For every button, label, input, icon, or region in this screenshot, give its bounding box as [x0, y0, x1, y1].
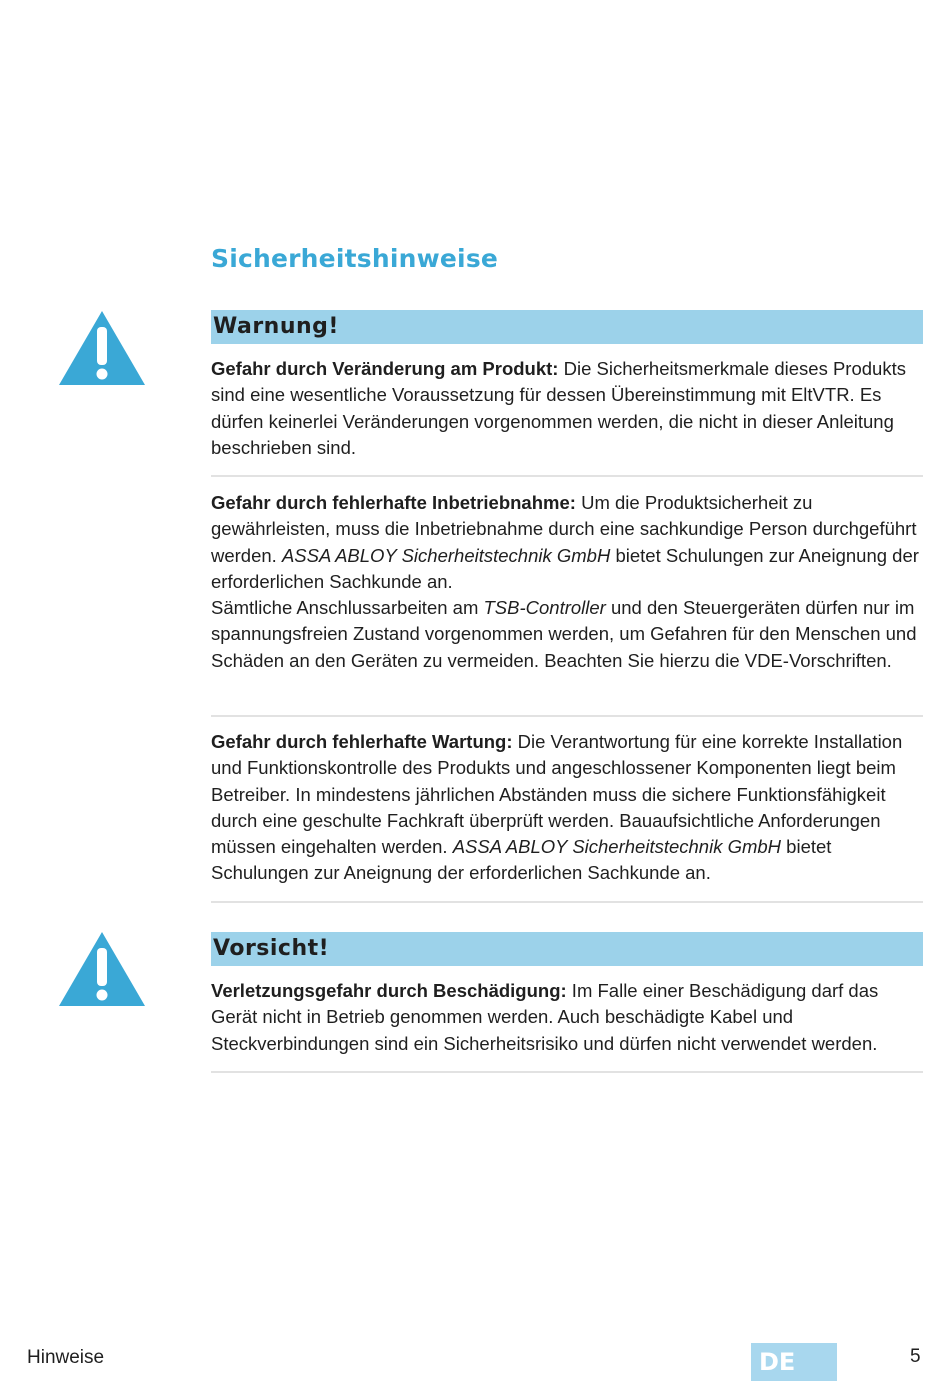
paragraph-text: bietet Schulungen zur Aneignung der erforderlichen Sachkunde an.: [211, 544, 919, 592]
language-badge: DE: [751, 1343, 837, 1381]
paragraph-text: Die Verantwortung für eine korrekte Installation und Funktionskontrolle des Produkts und angeschlossener Komponenten liegt beim Betreiber. In mindestens jährlichen Abständen muss die sichere Funktionsfähigkeit durch eine geschulte Fachkraft überprüft werden. Bauaufsichtliche Anforderungen müssen eingehalten werden.: [211, 731, 903, 858]
product-name: TSB-Controller: [483, 597, 606, 619]
divider: [211, 715, 923, 717]
divider: [211, 901, 923, 903]
paragraph-lead: Gefahr durch Veränderung am Produkt:: [211, 358, 559, 379]
company-name: ASSA ABLOY Sicherheitstechnik GmbH: [281, 544, 611, 566]
caution-header: Vorsicht!: [211, 932, 923, 966]
paragraph-text: Die Sicherheitsmerkmale dieses Produkts sind eine wesentliche Voraussetzung für dessen Übereinstimmung mit EltVTR. Es dürfen keinerlei Veränderungen vorgenommen werden, die nicht in dieser Anleitung beschrieben sind.: [211, 358, 906, 458]
warning-triangle-icon: [59, 932, 145, 1006]
warning-paragraph-maintenance: [211, 729, 923, 887]
company-name: ASSA ABLOY Sicherheitstechnik GmbH: [452, 836, 782, 858]
paragraph-text: bietet Schulungen zur Aneignung der erforderlichen Sachkunde an.: [211, 836, 832, 884]
section-title: Sicherheitshinweise: [211, 244, 499, 273]
paragraph-lead: Gefahr durch fehlerhafte Inbetriebnahme:: [211, 492, 576, 513]
warning-triangle-icon: [59, 311, 145, 385]
warning-paragraph-product-change: [211, 356, 923, 461]
paragraph-text: Um die Produktsicherheit zu gewährleisten, muss die Inbetriebnahme durch eine sachkundige Person durchgeführt werden.: [211, 492, 917, 566]
divider: [211, 1071, 923, 1073]
footer-section-label: Hinweise: [27, 1347, 105, 1368]
warning-header: Warnung!: [211, 310, 923, 344]
paragraph-text: Im Falle einer Beschädigung darf das Gerät nicht in Betrieb genommen werden. Auch beschädigte Kabel und Steckverbindungen sind ein Sicherheitsrisiko und dürfen nicht verwendet werden.: [211, 980, 879, 1054]
page-number: 5: [910, 1346, 921, 1367]
caution-paragraph-damage: [211, 978, 923, 1057]
warning-paragraph-commissioning: [211, 490, 923, 674]
paragraph-text: und den Steuergeräten dürfen nur im spannungsfreien Zustand vorgenommen werden, um Gefahren für den Menschen und Schäden an den Geräten zu vermeiden. Beachten Sie hierzu die VDE-Vorschriften.: [211, 597, 917, 671]
paragraph-lead: Gefahr durch fehlerhafte Wartung:: [211, 731, 513, 752]
paragraph-text: Sämtliche Anschlussarbeiten am: [211, 597, 484, 619]
divider: [211, 475, 923, 477]
paragraph-lead: Verletzungsgefahr durch Beschädigung:: [211, 980, 567, 1001]
